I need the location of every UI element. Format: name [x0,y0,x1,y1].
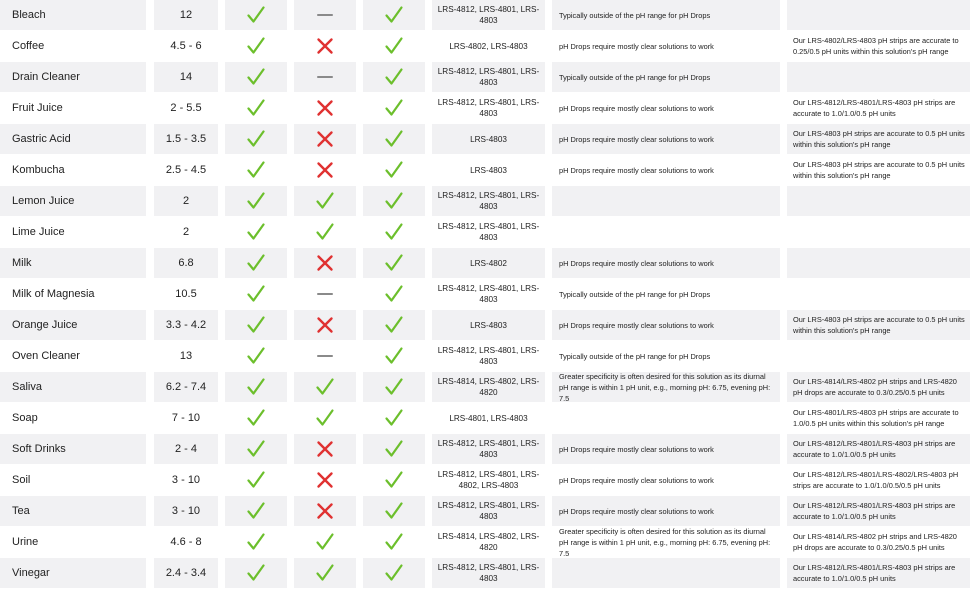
recommended-products-cell: LRS-4812, LRS-4801, LRS-4803 [432,496,545,526]
method-2-cell [294,434,356,464]
strips-accuracy-cell [787,62,970,92]
drops-note-cell: Typically outside of the pH range for pH Drops [552,279,780,309]
method-1-cell [225,248,287,278]
solution-name-cell: Milk [0,248,146,278]
method-3-cell [363,124,425,154]
check-icon [384,160,404,180]
dash-icon [315,346,335,366]
strips-accuracy-cell: Our LRS-4814/LRS-4802 pH strips and LRS-4820 pH drops are accurate to 0.3/0.25/0.5 pH units [787,527,970,557]
drops-note-cell: pH Drops require mostly clear solutions to work [552,434,780,464]
solution-name-cell: Fruit Juice [0,93,146,123]
check-icon [384,563,404,583]
check-icon [384,501,404,521]
method-2-cell [294,124,356,154]
check-icon [384,36,404,56]
drops-note-cell: pH Drops require mostly clear solutions to work [552,93,780,123]
strips-accuracy-cell: Our LRS-4812/LRS-4801/LRS-4803 pH strips are accurate to 1.0/1.0/0.5 pH units [787,496,970,526]
table-row [0,310,970,341]
cross-icon [315,439,335,459]
check-icon [315,563,335,583]
method-3-cell [363,527,425,557]
method-1-cell [225,403,287,433]
recommended-products-cell: LRS-4812, LRS-4801, LRS-4803 [432,62,545,92]
method-3-cell [363,372,425,402]
check-icon [246,160,266,180]
strips-accuracy-cell [787,341,970,371]
ph-range-cell: 6.8 [154,248,218,278]
strips-accuracy-cell: Our LRS-4803 pH strips are accurate to 0.5 pH units within this solution's pH range [787,310,970,340]
recommended-products-cell: LRS-4812, LRS-4801, LRS-4803 [432,341,545,371]
dash-icon [315,5,335,25]
check-icon [384,253,404,273]
cross-icon [315,36,335,56]
method-2-cell [294,31,356,61]
method-2-cell [294,341,356,371]
recommended-products-cell: LRS-4814, LRS-4802, LRS-4820 [432,372,545,402]
check-icon [315,408,335,428]
check-icon [246,98,266,118]
method-1-cell [225,0,287,30]
method-1-cell [225,341,287,371]
ph-range-cell: 10.5 [154,279,218,309]
strips-accuracy-cell [787,248,970,278]
check-icon [315,532,335,552]
ph-range-cell: 7 - 10 [154,403,218,433]
check-icon [384,315,404,335]
check-icon [315,377,335,397]
method-3-cell [363,465,425,495]
method-1-cell [225,527,287,557]
method-1-cell [225,558,287,588]
ph-range-cell: 3 - 10 [154,496,218,526]
solution-name-cell: Saliva [0,372,146,402]
ph-range-cell: 2 - 4 [154,434,218,464]
check-icon [246,36,266,56]
recommended-products-cell: LRS-4802, LRS-4803 [432,31,545,61]
table-row [0,527,970,558]
method-3-cell [363,155,425,185]
method-2-cell [294,403,356,433]
cross-icon [315,253,335,273]
strips-accuracy-cell: Our LRS-4812/LRS-4801/LRS-4803 pH strips are accurate to 1.0/1.0/0.5 pH units [787,93,970,123]
recommended-products-cell: LRS-4812, LRS-4801, LRS-4803 [432,93,545,123]
drops-note-cell: pH Drops require mostly clear solutions to work [552,124,780,154]
ph-range-cell: 2 - 5.5 [154,93,218,123]
recommended-products-cell: LRS-4812, LRS-4801, LRS-4803 [432,434,545,464]
check-icon [384,284,404,304]
method-1-cell [225,372,287,402]
method-1-cell [225,496,287,526]
solution-name-cell: Soft Drinks [0,434,146,464]
method-3-cell [363,558,425,588]
drops-note-cell: Greater specificity is often desired for this solution as its diurnal pH range is within 1 pH unit, e.g., morning pH: 6.75, evening pH: 7.5 [552,372,780,402]
recommended-products-cell: LRS-4803 [432,124,545,154]
ph-range-cell: 4.6 - 8 [154,527,218,557]
table-row [0,248,970,279]
table-row [0,62,970,93]
check-icon [384,532,404,552]
ph-range-cell: 2 [154,186,218,216]
table-row [0,465,970,496]
drops-note-cell: pH Drops require mostly clear solutions to work [552,248,780,278]
ph-range-cell: 2 [154,217,218,247]
strips-accuracy-cell: Our LRS-4801/LRS-4803 pH strips are accurate to 1.0/0.5 pH units within this solution's pH range [787,403,970,433]
dash-icon [315,284,335,304]
solution-name-cell: Bleach [0,0,146,30]
drops-note-cell: Typically outside of the pH range for pH Drops [552,0,780,30]
table-row [0,31,970,62]
ph-range-cell: 2.5 - 4.5 [154,155,218,185]
method-3-cell [363,279,425,309]
check-icon [384,129,404,149]
ph-range-cell: 2.4 - 3.4 [154,558,218,588]
solution-name-cell: Lemon Juice [0,186,146,216]
ph-range-cell: 3 - 10 [154,465,218,495]
method-1-cell [225,434,287,464]
method-3-cell [363,93,425,123]
strips-accuracy-cell: Our LRS-4812/LRS-4801/LRS-4803 pH strips are accurate to 1.0/1.0/0.5 pH units [787,558,970,588]
cross-icon [315,129,335,149]
strips-accuracy-cell [787,279,970,309]
recommended-products-cell: LRS-4812, LRS-4801, LRS-4803 [432,217,545,247]
method-2-cell [294,465,356,495]
method-1-cell [225,186,287,216]
drops-note-cell [552,186,780,216]
strips-accuracy-cell [787,0,970,30]
table-row [0,124,970,155]
method-2-cell [294,155,356,185]
ph-range-cell: 4.5 - 6 [154,31,218,61]
drops-note-cell: Greater specificity is often desired for this solution as its diurnal pH range is within 1 pH unit, e.g., morning pH: 6.75, evening pH: 7.5 [552,527,780,557]
recommended-products-cell: LRS-4812, LRS-4801, LRS-4803 [432,279,545,309]
cross-icon [315,98,335,118]
ph-range-cell: 13 [154,341,218,371]
recommended-products-cell: LRS-4812, LRS-4801, LRS-4803 [432,186,545,216]
table-row [0,186,970,217]
check-icon [246,501,266,521]
table-row [0,403,970,434]
strips-accuracy-cell: Our LRS-4814/LRS-4802 pH strips and LRS-4820 pH drops are accurate to 0.3/0.25/0.5 pH units [787,372,970,402]
dash-icon [315,67,335,87]
recommended-products-cell: LRS-4801, LRS-4803 [432,403,545,433]
method-3-cell [363,0,425,30]
ph-range-cell: 6.2 - 7.4 [154,372,218,402]
check-icon [384,346,404,366]
check-icon [246,470,266,490]
method-1-cell [225,217,287,247]
table-row [0,0,970,31]
ph-range-cell: 1.5 - 3.5 [154,124,218,154]
check-icon [246,532,266,552]
method-3-cell [363,217,425,247]
check-icon [246,253,266,273]
method-2-cell [294,279,356,309]
check-icon [246,67,266,87]
method-3-cell [363,434,425,464]
check-icon [246,222,266,242]
method-1-cell [225,310,287,340]
method-1-cell [225,93,287,123]
cross-icon [315,315,335,335]
check-icon [246,284,266,304]
ph-range-cell: 12 [154,0,218,30]
check-icon [384,377,404,397]
solution-name-cell: Coffee [0,31,146,61]
solution-name-cell: Vinegar [0,558,146,588]
method-1-cell [225,279,287,309]
table-row [0,155,970,186]
check-icon [384,191,404,211]
check-icon [246,315,266,335]
drops-note-cell: Typically outside of the pH range for pH Drops [552,341,780,371]
recommended-products-cell: LRS-4812, LRS-4801, LRS-4803 [432,558,545,588]
check-icon [246,563,266,583]
method-2-cell [294,248,356,278]
method-3-cell [363,186,425,216]
recommended-products-cell: LRS-4814, LRS-4802, LRS-4820 [432,527,545,557]
method-2-cell [294,186,356,216]
ph-range-cell: 14 [154,62,218,92]
recommended-products-cell: LRS-4812, LRS-4801, LRS-4803 [432,0,545,30]
solution-name-cell: Soil [0,465,146,495]
check-icon [384,98,404,118]
solution-name-cell: Tea [0,496,146,526]
method-2-cell [294,93,356,123]
check-icon [315,191,335,211]
check-icon [384,408,404,428]
method-2-cell [294,217,356,247]
method-2-cell [294,558,356,588]
ph-range-cell: 3.3 - 4.2 [154,310,218,340]
method-3-cell [363,403,425,433]
drops-note-cell [552,217,780,247]
drops-note-cell [552,558,780,588]
check-icon [246,408,266,428]
solution-name-cell: Drain Cleaner [0,62,146,92]
method-2-cell [294,372,356,402]
check-icon [246,377,266,397]
check-icon [384,222,404,242]
recommended-products-cell: LRS-4803 [432,155,545,185]
solution-name-cell: Milk of Magnesia [0,279,146,309]
check-icon [384,5,404,25]
method-1-cell [225,124,287,154]
method-1-cell [225,31,287,61]
drops-note-cell: Typically outside of the pH range for pH Drops [552,62,780,92]
method-3-cell [363,496,425,526]
method-3-cell [363,310,425,340]
solution-name-cell: Kombucha [0,155,146,185]
solution-name-cell: Lime Juice [0,217,146,247]
method-3-cell [363,62,425,92]
cross-icon [315,501,335,521]
method-2-cell [294,527,356,557]
solution-name-cell: Oven Cleaner [0,341,146,371]
drops-note-cell: pH Drops require mostly clear solutions to work [552,155,780,185]
recommended-products-cell: LRS-4803 [432,310,545,340]
drops-note-cell: pH Drops require mostly clear solutions to work [552,496,780,526]
strips-accuracy-cell: Our LRS-4803 pH strips are accurate to 0.5 pH units within this solution's pH range [787,124,970,154]
method-2-cell [294,0,356,30]
table-row [0,372,970,403]
check-icon [246,129,266,149]
drops-note-cell: pH Drops require mostly clear solutions to work [552,31,780,61]
check-icon [246,439,266,459]
method-2-cell [294,310,356,340]
table-row [0,434,970,465]
table-row [0,93,970,124]
table-row [0,279,970,310]
solution-name-cell: Urine [0,527,146,557]
table-row [0,341,970,372]
check-icon [384,67,404,87]
method-3-cell [363,31,425,61]
table-row [0,558,970,589]
table-row [0,217,970,248]
check-icon [384,470,404,490]
method-2-cell [294,496,356,526]
method-1-cell [225,465,287,495]
recommended-products-cell: LRS-4802 [432,248,545,278]
solution-name-cell: Soap [0,403,146,433]
strips-accuracy-cell: Our LRS-4812/LRS-4801/LRS-4803 pH strips are accurate to 1.0/1.0/0.5 pH units [787,434,970,464]
solution-name-cell: Orange Juice [0,310,146,340]
strips-accuracy-cell [787,217,970,247]
strips-accuracy-cell: Our LRS-4802/LRS-4803 pH strips are accurate to 0.25/0.5 pH units within this solution's pH range [787,31,970,61]
method-3-cell [363,341,425,371]
check-icon [315,222,335,242]
method-1-cell [225,62,287,92]
recommended-products-cell: LRS-4812, LRS-4801, LRS-4802, LRS-4803 [432,465,545,495]
table-row [0,496,970,527]
check-icon [246,346,266,366]
drops-note-cell: pH Drops require mostly clear solutions to work [552,310,780,340]
strips-accuracy-cell: Our LRS-4803 pH strips are accurate to 0.5 pH units within this solution's pH range [787,155,970,185]
method-1-cell [225,155,287,185]
check-icon [246,5,266,25]
drops-note-cell: pH Drops require mostly clear solutions to work [552,465,780,495]
drops-note-cell [552,403,780,433]
method-2-cell [294,62,356,92]
method-3-cell [363,248,425,278]
cross-icon [315,160,335,180]
strips-accuracy-cell [787,186,970,216]
check-icon [246,191,266,211]
cross-icon [315,470,335,490]
check-icon [384,439,404,459]
strips-accuracy-cell: Our LRS-4812/LRS-4801/LRS-4802/LRS-4803 pH strips are accurate to 1.0/1.0/0.5/0.5 pH units [787,465,970,495]
solution-name-cell: Gastric Acid [0,124,146,154]
